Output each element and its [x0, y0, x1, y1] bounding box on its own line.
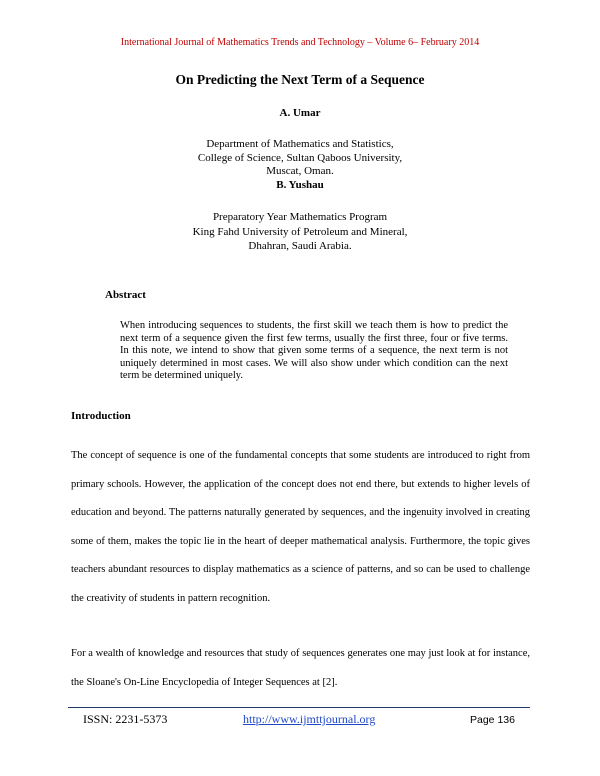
- affiliation-line: Preparatory Year Mathematics Program: [212, 211, 388, 223]
- author-affiliation: [0, 138, 600, 179]
- abstract-text: When introducing sequences to students, the first skill we teach them is how to predict the next term of a sequence given the first few terms, usually the first three, four or five terms. In this note, we intend to show that given some terms of a sequence, the next term is not uniquely determined in most cases. We will also show under which condition can the next term be determined uniquely.: [120, 320, 508, 381]
- author-name: B. Yushau: [276, 179, 324, 191]
- author-name: A. Umar: [279, 107, 321, 119]
- affiliation-line: Muscat, Oman.: [266, 165, 334, 177]
- section-heading-introduction: Introduction: [71, 410, 131, 422]
- abstract-heading: Abstract: [105, 289, 146, 301]
- body-paragraph: The concept of sequence is one of the fundamental concepts that some students are introduced to right from primary schools. However, the application of the concept does not end there, but extends to higher levels of education and beyond. The patterns naturally generated by sequences, and the ingenuity involved in creating some of them, makes the topic lie in the heart of deeper mathematical analysis. Furthermore, the topic gives teachers abundant resources to display mathematics as a science of patterns, and so can be used to challenge the creativity of students in pattern recognition.: [71, 450, 530, 604]
- footer-divider: [68, 707, 530, 708]
- affiliation-line: College of Science, Sultan Qaboos University,: [197, 151, 403, 164]
- footer-issn: ISSN: 2231-5373: [83, 712, 168, 726]
- affiliation-line: Dhahran, Saudi Arabia.: [248, 240, 352, 252]
- affiliation-line: King Fahd University of Petroleum and Mineral,: [192, 225, 408, 238]
- page-number: Page 136: [470, 714, 515, 726]
- paper-title: On Predicting the Next Term of a Sequence: [175, 72, 425, 87]
- body-paragraph: For a wealth of knowledge and resources that study of sequences generates one may just look at for instance, the Sloane's On-Line Encyclopedia of Integer Sequences at [2].: [71, 648, 530, 688]
- affiliation-line: Department of Mathematics and Statistics,: [206, 138, 394, 150]
- journal-link[interactable]: http://www.ijmttjournal.org: [243, 712, 376, 726]
- running-header: International Journal of Mathematics Trends and Technology – Volume 6– February 2014: [120, 37, 480, 48]
- author-affiliation: [0, 210, 600, 254]
